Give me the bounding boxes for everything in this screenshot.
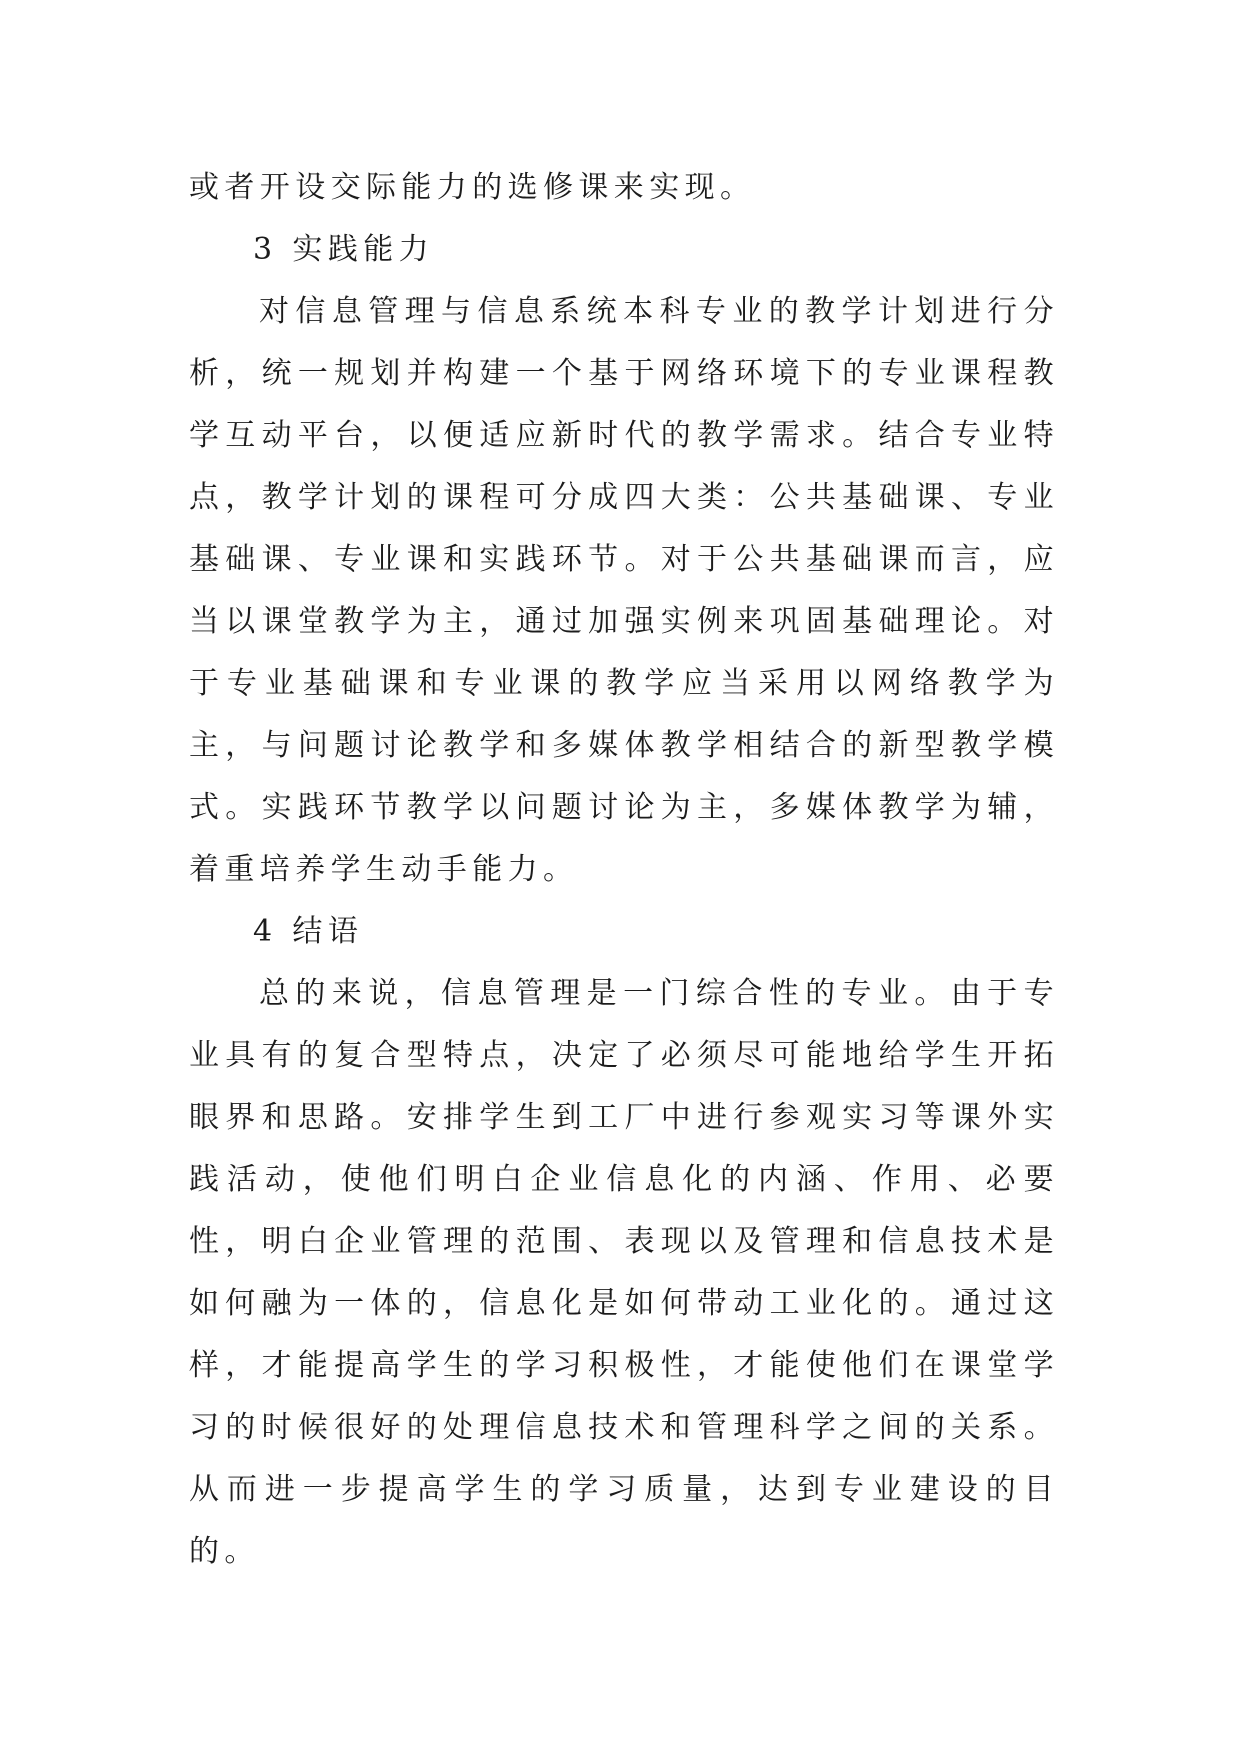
continued-paragraph: 或者开设交际能力的选修课来实现。 [189, 170, 756, 205]
section-heading-conclusion: 4 结语 [253, 914, 364, 949]
section-heading-practice: 3 实践能力 [253, 232, 435, 267]
document-body [189, 157, 1059, 1583]
paragraph-practice: 对信息管理与信息系统本科专业的教学计划进行分析，统一规划并构建一个基于网络环境下的专业课程教学互动平台，以便适应新时代的教学需求。结合专业特点，教学计划的课程可分成四大类：公共基础课、专业基础课、专业课和实践环节。对于公共基础课而言，应当以课堂教学为主，通过加强实例来巩固基础理论。对于专业基础课和专业课的教学应当采用以网络教学为主，与问题讨论教学和多媒体教学相结合的新型教学模式。实践环节教学以问题讨论为主，多媒体教学为辅，着重培养学生动手能力。 [189, 294, 1059, 887]
paragraph-conclusion: 总的来说，信息管理是一门综合性的专业。由于专业具有的复合型特点，决定了必须尽可能地给学生开拓眼界和思路。安排学生到工厂中进行参观实习等课外实践活动，使他们明白企业信息化的内涵、作用、必要性，明白企业管理的范围、表现以及管理和信息技术是如何融为一体的，信息化是如何带动工业化的。通过这样，才能提高学生的学习积极性，才能使他们在课堂学习的时候很好的处理信息技术和管理科学之间的关系。从而进一步提高学生的学习质量，达到专业建设的目的。 [189, 976, 1059, 1569]
